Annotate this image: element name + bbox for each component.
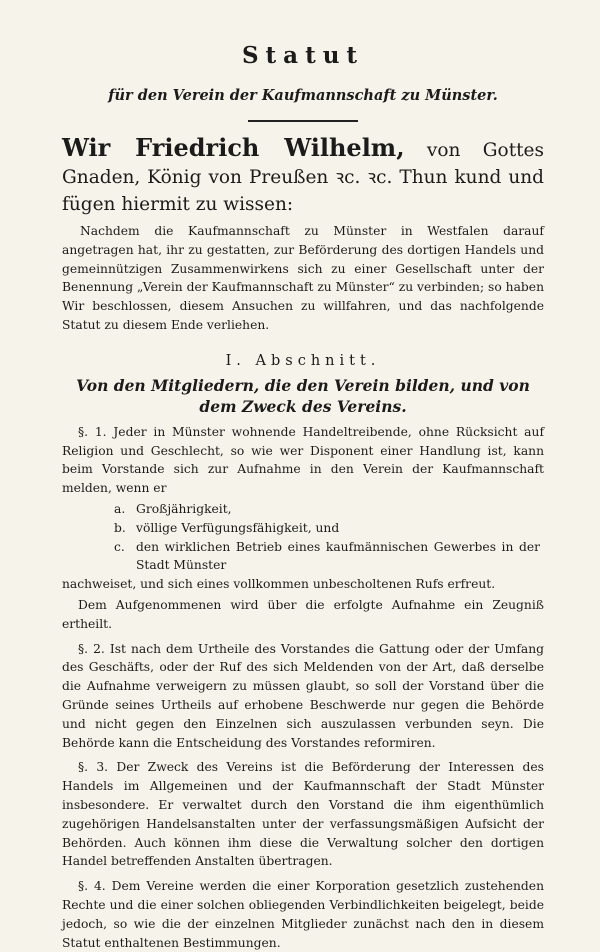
list-marker: b. <box>114 520 126 535</box>
royal-preamble-heading <box>62 134 544 218</box>
list-text: Großjährigkeit, <box>136 501 232 516</box>
title-divider <box>248 120 358 122</box>
list-text: völlige Verfügungsfähigkeit, und <box>136 520 340 535</box>
royal-title: von Gottes Gnaden, König von Preußen ꝛc. ꝛc. Thun kund und fügen hiermit zu wissen: <box>62 140 545 215</box>
paragraph-2: §. 2. Ist nach dem Urtheile des Vorstandes die Gattung oder der Umfang des Geschäfts, oder der Ruf des sich Meldenden von der Art, daß derselbe die Aufnahme verweigern zu müssen glaubt, so soll der Vorstand über die Gründe seines Urtheils auf erhobene Beschwerde nur gegen die Behörde und nicht gegen den Einzelnen sich auszulassen verbunden seyn. Die Behörde kann die Entscheidung des Vorstandes reformiren. <box>62 641 544 750</box>
list-text: den wirklichen Betrieb eines kaufmännischen Gewerbes in der Stadt Münster <box>136 539 540 573</box>
paragraph-4: §. 4. Dem Vereine werden die einer Korporation gesetzlich zustehenden Rechte und die einer solchen obliegenden Verbindlichkeiten beigelegt, beide jedoch, so wie die der einzelnen Mitglieder zunächst nach den in diesem Statut enthaltenen Bestimmungen. <box>62 879 544 950</box>
preamble-text: Nachdem die Kaufmannschaft zu Münster in Westfalen darauf angetragen hat, ihr zu gestatten, zur Beförderung des dortigen Handels und gemeinnützigen Zusammenwirkens sich zu einer Gesellschaft unter der Benennung „Verein der Kaufmannschaft zu Münster“ zu verbinden; so haben Wir beschlossen, diesem Ansuchen zu willfahren, und das nachfolgende Statut zu diesem Ende verliehen. <box>62 224 544 332</box>
list-item <box>114 500 544 519</box>
paragraph-1-extra: Dem Aufgenommenen wird über die erfolgte Aufnahme ein Zeugniß ertheilt. <box>62 597 544 631</box>
document-subtitle: für den Verein der Kaufmannschaft zu Münster. <box>108 87 498 104</box>
requirements-list <box>114 500 544 575</box>
section-heading: Von den Mitgliedern, die den Verein bilden, und von dem Zweck des Vereins. <box>76 375 530 416</box>
paragraph-3: §. 3. Der Zweck des Vereins ist die Beförderung der Interessen des Handels im Allgemeinen und der Kaufmannschaft der Stadt Münster insbesondere. Er verwaltet durch den Vorstand die ihm eigenthümlich zugehörigen Handelsanstalten unter der verfassungsmäßigen Aufsicht der Behörden. Auch können ihm diese die Verwaltung solcher den dortigen Handel betreffenden Anstalten übertragen. <box>62 760 544 869</box>
list-item <box>114 538 544 576</box>
section-label: I. Abschnitt. <box>225 352 381 369</box>
paragraph-1-tail: nachweiset, und sich eines vollkommen unbescholtenen Rufs erfreut. <box>62 577 496 592</box>
list-item <box>114 519 544 538</box>
list-marker: a. <box>114 501 126 516</box>
document-title: Statut <box>241 42 365 69</box>
list-marker: c. <box>114 539 125 554</box>
paragraph-1: §. 1. Jeder in Münster wohnende Handeltreibende, ohne Rücksicht auf Religion und Geschlecht, so wie wer Disponent einer Handlung ist, kann beim Vorstande sich zur Aufnahme in den Verein der Kaufmannschaft melden, wenn er <box>62 424 544 496</box>
royal-name: Wir Friedrich Wilhelm, <box>62 133 405 162</box>
